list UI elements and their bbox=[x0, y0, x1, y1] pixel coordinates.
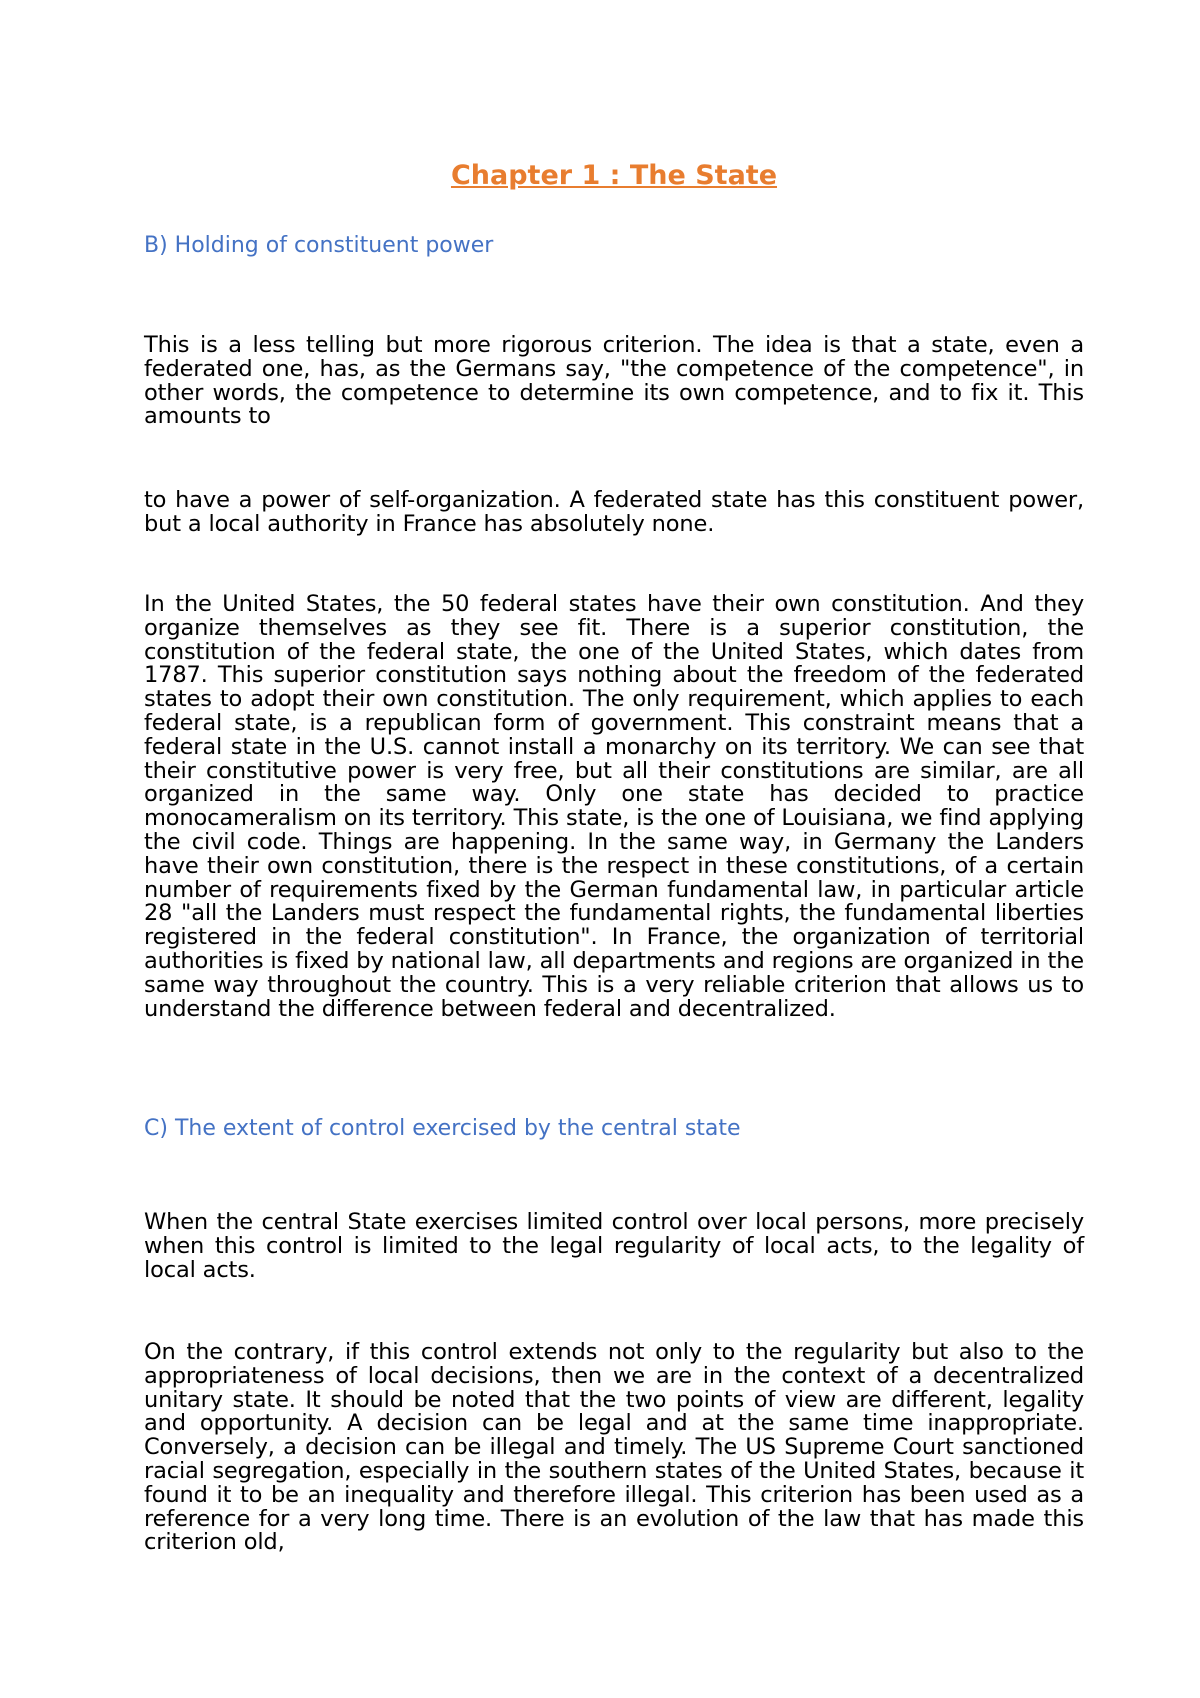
section-c-heading: C) The extent of control exercised by the central state bbox=[144, 1116, 741, 1141]
section-c-paragraph-2: On the contrary, if this control extends not only to the regularity but also to the appropriateness of local decisions, then we are in the context of a decentralized unitary state. It should be noted that the two points of view are different, legality and opportunity. A decision can be legal and at the same time inappropriate. Conversely, a decision can be illegal and timely. The US Supreme Court sanctioned racial segregation, especially in the southern states of the United States, because it found it to be an inequality and therefore illegal. This criterion has been used as a reference for a very long time. There is an evolution of the law that has made this criterion old, bbox=[144, 1339, 1084, 1556]
section-b-heading: B) Holding of constituent power bbox=[144, 233, 494, 258]
section-b-paragraph-2: to have a power of self-organization. A federated state has this constituent power, but a local authority in France has absolutely none. bbox=[144, 487, 1084, 537]
chapter-title: Chapter 1 : The State bbox=[450, 160, 778, 191]
section-b-paragraph-1: This is a less telling but more rigorous criterion. The idea is that a state, even a federated one, has, as the Germans say, "the competence of the competence", in other words, the competence to determine its own competence, and to fix it. This amounts to bbox=[144, 332, 1084, 430]
section-c-paragraph-1: When the central State exercises limited control over local persons, more precisely when this control is limited to the legal regularity of local acts, to the legality of local acts. bbox=[144, 1209, 1084, 1283]
section-b-paragraph-3: In the United States, the 50 federal states have their own constitution. And they organize themselves as they see fit. There is a superior constitution, the constitution of the federal state, the one of the United States, which dates from 1787. This superior constitution says nothing about the freedom of the federated states to adopt their own constitution. The only requirement, which applies to each federal state, is a republican form of government. This constraint means that a federal state in the U.S. cannot install a monarchy on its territory. We can see that their constitutive power is very free, but all their constitutions are similar, are all organized in the same way. Only one state has decided to practice monocameralism on its territory. This state, is the one of Louisiana, we find applying the civil code. Things are happening. In the same way, in Germany the Landers have their own constitution, there is the respect in these constitutions, of a certain number of requirements fixed by the German fundamental law, in particular article 28 "all the Landers must respect the fundamental rights, the fundamental liberties registered in the federal constitution". In France, the organization of territorial authorities is fixed by national law, all departments and regions are organized in the same way throughout the country. This is a very reliable criterion that allows us to understand the difference between federal and decentralized. bbox=[144, 591, 1084, 1022]
